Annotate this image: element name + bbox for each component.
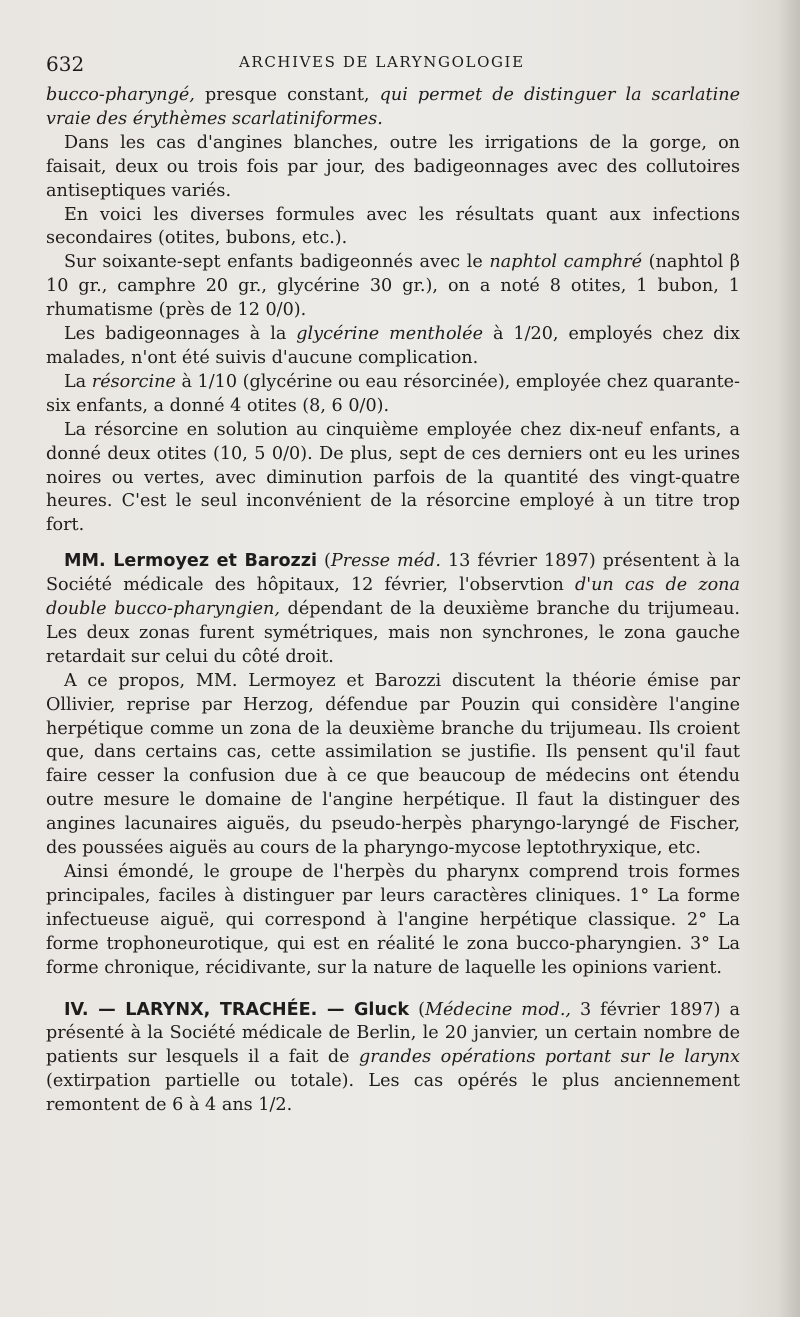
text-run: Dans les cas d'angines blanches, outre les irrigations de la gorge, on faisait, deux ou trois fois par jour, des badigeonnages avec des collutoires antiseptiques variés. [46, 132, 740, 201]
paragraph [46, 999, 740, 1119]
paragraph [46, 251, 740, 323]
italic-text: bucco-pharyngé, [46, 85, 195, 105]
text-run: La résorcine en solution au cinquième employée chez dix-neuf enfants, a donné deux otites (10, 5 0/0). De plus, sept de ces derniers ont eu les urines noires ou vertes, avec diminution parfois de la quantité des vingt-quatre heures. C'est le seul inconvénient de la résorcine employé à un titre trop fort. [46, 419, 740, 536]
page-edge-shadow [778, 0, 800, 1317]
paragraph [46, 419, 740, 539]
text-run: La [64, 371, 92, 392]
italic-text: Presse méd. [330, 551, 441, 572]
italic-text: Médecine mod., [424, 999, 572, 1020]
italic-text: naphtol camphré [489, 252, 643, 273]
italic-text: qui permet de distinguer la scarlatine vraie des érythèmes scarlatiniformes. [46, 85, 740, 129]
text-run: ( [409, 999, 425, 1020]
text-run: presque constant, [194, 85, 380, 105]
running-header [46, 44, 740, 84]
page-body [46, 84, 740, 1118]
text-run: (extirpation partielle ou totale). Les cas opérés le plus anciennement remontent de 6 à 4 ans 1/2. [46, 1071, 740, 1116]
text-run: à 1/20, employés chez dix malades, n'ont été suivis d'aucune complication. [46, 324, 740, 368]
text-run: 3 février 1897) a présenté à la Société médicale de Berlin, le 20 janvier, un certain nombre de patients sur lesquels il a fait de [46, 999, 740, 1068]
paragraph [46, 861, 740, 981]
paragraph [46, 323, 740, 371]
paragraph [46, 550, 740, 670]
text-run: Sur soixante-sept enfants badigeonnés avec le [64, 252, 490, 273]
text-run: Les badigeonnages à la [64, 324, 297, 345]
running-title: ARCHIVES DE LARYNGOLOGIE [239, 53, 525, 71]
page-number: 632 [46, 52, 85, 76]
paragraph [46, 84, 740, 132]
paragraph [46, 670, 740, 861]
italic-text: glycérine mentholée [296, 324, 483, 345]
paragraph [46, 371, 740, 419]
section-heading-text: IV. — LARYNX, TRACHÉE. — Gluck [64, 999, 410, 1020]
paragraph [46, 204, 740, 252]
section-heading-text: MM. Lermoyez et Barozzi [64, 551, 318, 572]
text-run: 13 février 1897) présentent à la Société médicale des hôpitaux, 12 février, l'observtion [46, 551, 740, 596]
text-run: (naphtol β 10 gr., camphre 20 gr., glycérine 30 gr.), on a noté 8 otites, 1 bubon, 1 rhumatisme (près de 12 0/0). [46, 252, 740, 321]
paragraph [46, 132, 740, 204]
text-run: à 1/10 (glycérine ou eau résorcinée), employée chez quarante-six enfants, a donné 4 otites (8, 6 0/0). [46, 371, 741, 416]
italic-text: résorcine [91, 371, 176, 392]
text-run: Ainsi émondé, le groupe de l'herpès du pharynx comprend trois formes principales, faciles à distinguer par leurs caractères cliniques. 1° La forme infectueuse aiguë, qui correspond à l'angine herpétique classique. 2° La forme trophoneurotique, qui est en réalité le zona bucco-pharyngien. 3° La forme chronique, récidivante, sur la nature de laquelle les opinions varient. [46, 862, 740, 978]
text-run: ( [317, 551, 331, 572]
text-run: En voici les diverses formules avec les résultats quant aux infections secondaires (otites, bubons, etc.). [46, 204, 740, 249]
text-run: dépendant de la deuxième branche du trijumeau. Les deux zonas furent symétriques, mais non synchrones, le zona gauche retardait sur celui du côté droit. [46, 599, 741, 667]
italic-text: grandes opérations portant sur le larynx [359, 1047, 740, 1068]
text-run: A ce propos, MM. Lermoyez et Barozzi discutent la théorie émise par Ollivier, reprise par Herzog, défendue par Pouzin qui considère l'angine herpétique comme un zona de la deuxième branche du trijumeau. Ils croient que, dans certains cas, cette assimilation se justifie. Ils pensent qu'il faut faire cesser la confusion due à ce que beaucoup de médecins ont étendu outre mesure le domaine de l'angine herpétique. Il faut la distinguer des angines lacunaires aiguës, du pseudo-herpès pharyngo-laryngé de Fischer, des poussées aiguës au cours de la pharyngo-mycose leptothryxique, etc. [46, 670, 740, 859]
italic-text: d'un cas de zona double bucco-pharyngien, [46, 575, 740, 620]
